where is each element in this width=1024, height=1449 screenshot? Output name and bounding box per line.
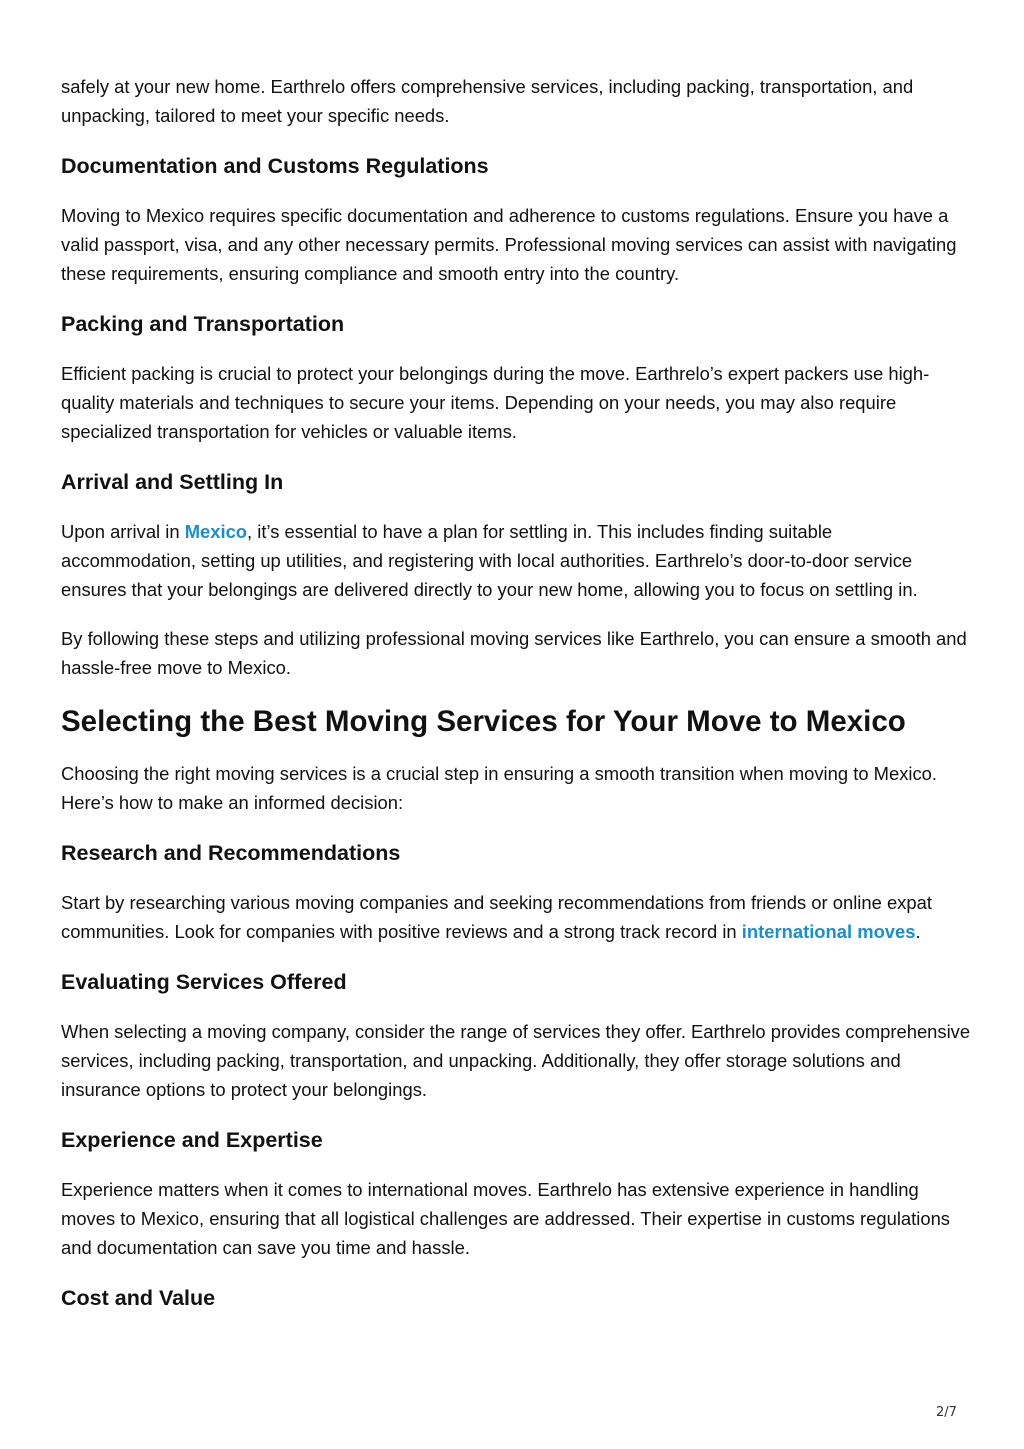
heading-packing: Packing and Transportation	[61, 312, 345, 336]
page-number: 2/7	[936, 1405, 957, 1420]
choosing-paragraph: Choosing the right moving services is a crucial step in ensuring a smooth transition when moving to Mexico. Here’s how to make an informed decision:	[61, 763, 938, 813]
heading-arrival: Arrival and Settling In	[61, 470, 284, 494]
experience-paragraph: Experience matters when it comes to international moves. Earthrelo has extensive experience in handling moves to Mexico, ensuring that all logistical challenges are addressed. Their expertise in customs regulations and documentation can save you time and hassle.	[61, 1179, 950, 1258]
following-paragraph: By following these steps and utilizing professional moving services like Earthrelo, you can ensure a smooth and hassle-free move to Mexico.	[61, 628, 967, 678]
research-paragraph	[61, 888, 971, 946]
heading-documentation: Documentation and Customs Regulations	[61, 154, 489, 178]
evaluating-paragraph: When selecting a moving company, consider the range of services they offer. Earthrelo provides comprehensive services, including packing, transportation, and unpacking. Additionally, they offer storage solutions and insurance options to protect your belongings.	[61, 1021, 971, 1100]
research-text-start: Start by researching various moving companies and seeking recommendations from friends or online expat communities. Look for companies with positive reviews and a strong track record in	[61, 892, 932, 942]
section-heading-selecting: Selecting the Best Moving Services for Your Move to Mexico	[61, 705, 906, 738]
research-text-end: .	[915, 921, 921, 942]
packing-paragraph: Efficient packing is crucial to protect your belongings during the move. Earthrelo’s expert packers use high-quality materials and techniques to secure your items. Depending on your needs, you may also require specialized transportation for vehicles or valuable items.	[61, 363, 930, 442]
intro-paragraph: safely at your new home. Earthrelo offers comprehensive services, including packing, transportation, and unpacking, tailored to meet your specific needs.	[61, 76, 914, 126]
document-page	[61, 70, 971, 1312]
international-moves-link[interactable]: international moves	[741, 921, 916, 942]
heading-cost: Cost and Value	[61, 1286, 216, 1310]
mexico-link[interactable]: Mexico	[184, 521, 248, 542]
heading-experience: Experience and Expertise	[61, 1128, 323, 1152]
heading-evaluating: Evaluating Services Offered	[61, 970, 347, 994]
arrival-paragraph	[61, 517, 971, 604]
heading-research: Research and Recommendations	[61, 841, 401, 865]
documentation-paragraph: Moving to Mexico requires specific documentation and adherence to customs regulations. Ensure you have a valid passport, visa, and any other necessary permits. Professional moving services can assist with navigating these requirements, ensuring compliance and smooth entry into the country.	[61, 205, 957, 284]
arrival-text-end: , it’s essential to have a plan for settling in. This includes finding suitable accommodation, setting up utilities, and registering with local authorities. Earthrelo’s door-to-door service ensures that your belongings are delivered directly to your new home, allowing you to focus on settling in.	[61, 521, 918, 600]
arrival-text-start: Upon arrival in	[61, 521, 185, 542]
